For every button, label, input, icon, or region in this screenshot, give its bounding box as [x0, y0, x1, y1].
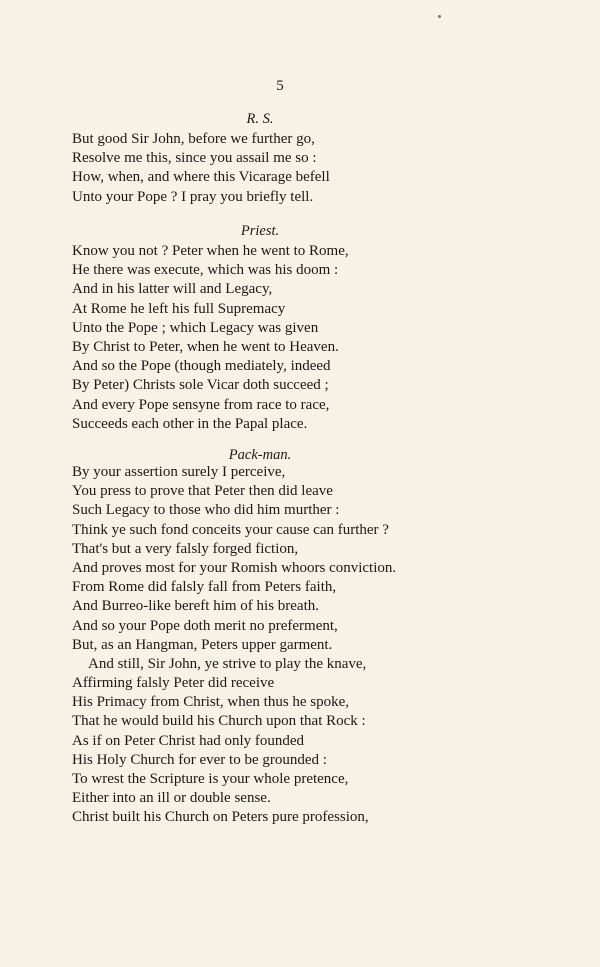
verse-line: At Rome he left his full Supremacy	[72, 300, 286, 317]
verse-line: That he would build his Church upon that Rock :	[72, 713, 366, 730]
verse-line: Such Legacy to those who did him murther :	[72, 502, 340, 519]
verse-line: By Peter) Christs sole Vicar doth succeed ;	[72, 377, 329, 394]
speaker-heading-priest: Priest.	[240, 223, 280, 239]
verse-line: Know you not ? Peter when he went to Rome,	[72, 243, 349, 259]
verse-line: And proves most for your Romish whoors conviction.	[72, 559, 397, 576]
verse-line: Either into an ill or double sense.	[72, 790, 271, 807]
page-number: 5	[276, 78, 284, 94]
verse-line: That's but a very falsly forged fiction,	[72, 540, 299, 557]
verse-line: You press to prove that Peter then did leave	[72, 483, 333, 500]
verse-line: And so the Pope (though mediately, indeed	[72, 358, 331, 375]
verse-line: Resolve me this, since you assail me so :	[72, 150, 317, 167]
verse-line: But good Sir John, before we further go,	[72, 131, 315, 147]
verse-line: He there was execute, which was his doom :	[72, 262, 339, 279]
verse-line: But, as an Hangman, Peters upper garment.	[72, 636, 333, 653]
ink-speck	[438, 15, 441, 18]
verse-line: By Christ to Peter, when he went to Heaven.	[72, 338, 339, 355]
verse-line: From Rome did falsly fall from Peters faith,	[72, 579, 337, 596]
verse-line: As if on Peter Christ had only founded	[72, 732, 305, 749]
verse-line: Unto your Pope ? I pray you briefly tell.	[72, 188, 314, 205]
verse-stanza-priest	[72, 242, 349, 434]
verse-line: And every Pope sensyne from race to race,	[72, 396, 330, 413]
verse-line: To wrest the Scripture is your whole pretence,	[72, 771, 349, 787]
verse-line: Succeeds each other in the Papal place.	[72, 415, 308, 432]
verse-line: How, when, and where this Vicarage befell	[72, 169, 330, 186]
verse-line: And in his latter will and Legacy,	[72, 281, 273, 298]
verse-line: His Primacy from Christ, when thus he spoke,	[72, 694, 350, 711]
speaker-heading-packman: Pack-man.	[228, 447, 292, 463]
verse-line: And Burreo-like bereft him of his breath.	[72, 598, 320, 615]
verse-line: Affirming falsly Peter did receive	[72, 675, 275, 692]
verse-line: Christ built his Church on Peters pure profession,	[72, 809, 369, 826]
verse-line: Think ye such fond conceits your cause can further ?	[72, 521, 389, 538]
verse-line: And still, Sir John, ye strive to play the knave,	[88, 655, 367, 672]
verse-line: His Holy Church for ever to be grounded :	[72, 751, 327, 768]
speaker-heading-rs: R. S.	[246, 111, 274, 127]
verse-line: Unto the Pope ; which Legacy was given	[72, 319, 319, 336]
verse-stanza-rs	[72, 130, 330, 207]
verse-line: By your assertion surely I perceive,	[72, 464, 286, 480]
verse-line: And so your Pope doth merit no preferment,	[72, 617, 338, 634]
verse-stanza-packman	[72, 463, 396, 828]
